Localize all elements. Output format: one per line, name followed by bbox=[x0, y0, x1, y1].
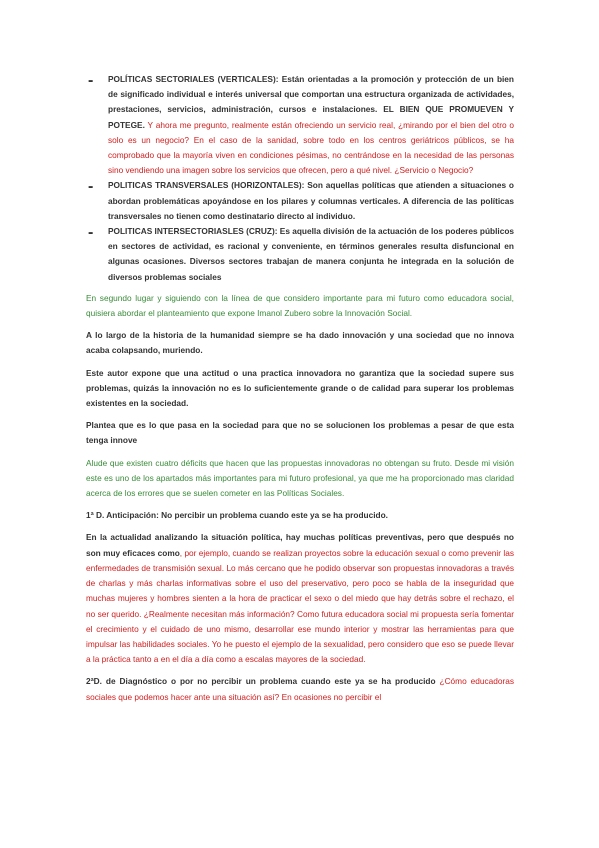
paragraph-historia: A lo largo de la historia de la humanidad siempre se ha dado innovación y una sociedad que no innova acaba colapsando, muriendo. bbox=[86, 330, 514, 356]
list-item-transversales: - POLITICAS TRANSVERSALES (HORIZONTALES): Son aquellas políticas que atienden a situaciones o abordan problemáticas apoyándose en los pilares y columnas verticales. A diferencia de las políticas transversales no tienen como destinatario directo al individuo. bbox=[88, 178, 514, 221]
heading-anticipacion: 1ª D. Anticipación: No percibir un problema cuando este ya se ha producido. bbox=[86, 510, 388, 521]
paragraph-plantea: Plantea que es lo que pasa en la sociedad para que no se solucionen los problemas a pesar de que esta tenga innove bbox=[86, 420, 514, 446]
intersectoriales-definition: POLITICAS INTERSECTORIASLES (CRUZ): Es aquella división de la actuación de los poderes públicos en sectores de actividad, es racional y conveniente, en términos generales resulta disfuncional en algunas ocasiones. Diversos sectores trabajan de manera conjunta he integrada en la solución de diversos problemas sociales bbox=[108, 226, 515, 282]
heading-diagnostico: 2ªD. de Diagnóstico o por no percibir un problema cuando este ya se ha producido bbox=[86, 676, 436, 687]
paragraph-actualidad-comment: , por ejemplo, cuando se realizan proyectos sobre la educación sexual o como prevenir las enfermedades de transmisión sexual. Lo más cercano que he podido observar son propuestas innovadoras a través de charlas y más charlas informativas sobre el uso del preservativo, pero poco se habla de la inseguridad que muchas mujeres y hombres sienten a la hora de practicar el sexo o del miedo que hay detrás sobre el rechazo, el no ser querido. ¿Realmente necesitan más información? Como futura educadora social mi propuesta sería fomentar el crecimiento y el cuidado de uno mismo, desarrollar ese mundo interior y mostrar las herramientas para que impulsar las habilidades sociales. Yo he puesto el ejemplo de la sexualidad, pero considero que eso se puede llevar a la práctica tanto a en el día a día como a escalas mayores de la sociedad. bbox=[86, 547, 514, 665]
sectoriales-comment: Y ahora me pregunto, realmente están ofreciendo un servicio real, ¿mirando por el bien del otro o solo es un negocio? En el caso de la sanidad, sobre todo en los centros geriátricos públicos, se ha comprobado que la mayoría viven en condiciones pésimas, no centrándose en la necesidad de las personas sino vendiendo una imagen sobre los servicios que ofrecen, pero a qué nivel. ¿Servicio o Negocio? bbox=[108, 119, 514, 176]
paragraph-alude: Alude que existen cuatro déficits que hacen que las propuestas innovadoras no obtengan su fruto. Desde mi visión este es uno de los apartados más importantes para mi futuro profesional, ya que me ha proporcionado mas claridad acerca de los errores que se suelen cometer en las Políticas Sociales. bbox=[86, 457, 514, 499]
paragraph-autor: Este autor expone que una actitud o una practica innovadora no garantiza que la sociedad supere sus problemas, quizás la innovación no es lo suficientemente grande o de calidad para superar los problemas existentes en la sociedad. bbox=[86, 367, 514, 409]
paragraph-segundo-lugar: En segundo lugar y siguiendo con la línea de que considero importante para mi futuro como educadora social, quisiera abordar el planteamiento que expone Imanol Zubero sobre la Innovación Social. bbox=[86, 292, 514, 319]
paragraph-actualidad-bold: En la actualidad analizando la situación política, hay muchas políticas preventivas, pero que después no son muy eficaces como bbox=[86, 532, 514, 558]
list-item-intersectoriales: - POLITICAS INTERSECTORIASLES (CRUZ): Es aquella división de la actuación de los poderes públicos en sectores de actividad, es racional y conveniente, en términos generales resulta disfuncional en algunas ocasiones. Diversos sectores trabajan de manera conjunta he integrada en la solución de diversos problemas sociales bbox=[88, 224, 515, 282]
policy-list bbox=[86, 72, 514, 285]
sectoriales-definition: POLÍTICAS SECTORIALES (VERTICALES): Están orientadas a la promoción y protección de un bien de significado individual e interés universal que comportan una estructura organizada de actividades, prestaciones, servicios, administración, cursos e instalaciones. EL BIEN QUE PROMUEVEN Y POTEGE. bbox=[108, 74, 514, 130]
list-item-sectoriales: - POLÍTICAS SECTORIALES (VERTICALES): Están orientadas a la promoción y protección de un bien de significado individual e interés universal que comportan una estructura organizada de actividades, prestaciones, servicios, administración, cursos e instalaciones. EL BIEN QUE PROMUEVEN Y POTEGE. Y ahora me pregunto, realmente están ofreciendo un servicio real, ¿mirando por el bien del otro o solo es un negocio? En el caso de la sanidad, sobre todo en los centros geriátricos públicos, se ha comprobado que la mayoría viven en condiciones pésimas, no centrándose en la necesidad de las personas sino vendiendo una imagen sobre los servicios que ofrecen, pero a qué nivel. ¿Servicio o Negocio? bbox=[88, 72, 514, 176]
transversales-definition: POLITICAS TRANSVERSALES (HORIZONTALES): Son aquellas políticas que atienden a situaciones o abordan problemáticas apoyándose en los pilares y columnas verticales. A diferencia de las políticas transversales no tienen como destinatario directo al individuo. bbox=[108, 180, 514, 221]
heading-diagnostico-comment: ¿Cómo educadoras sociales que podemos hacer ante una situación así? En ocasiones no percibir el bbox=[86, 676, 514, 702]
document-body bbox=[86, 72, 514, 705]
